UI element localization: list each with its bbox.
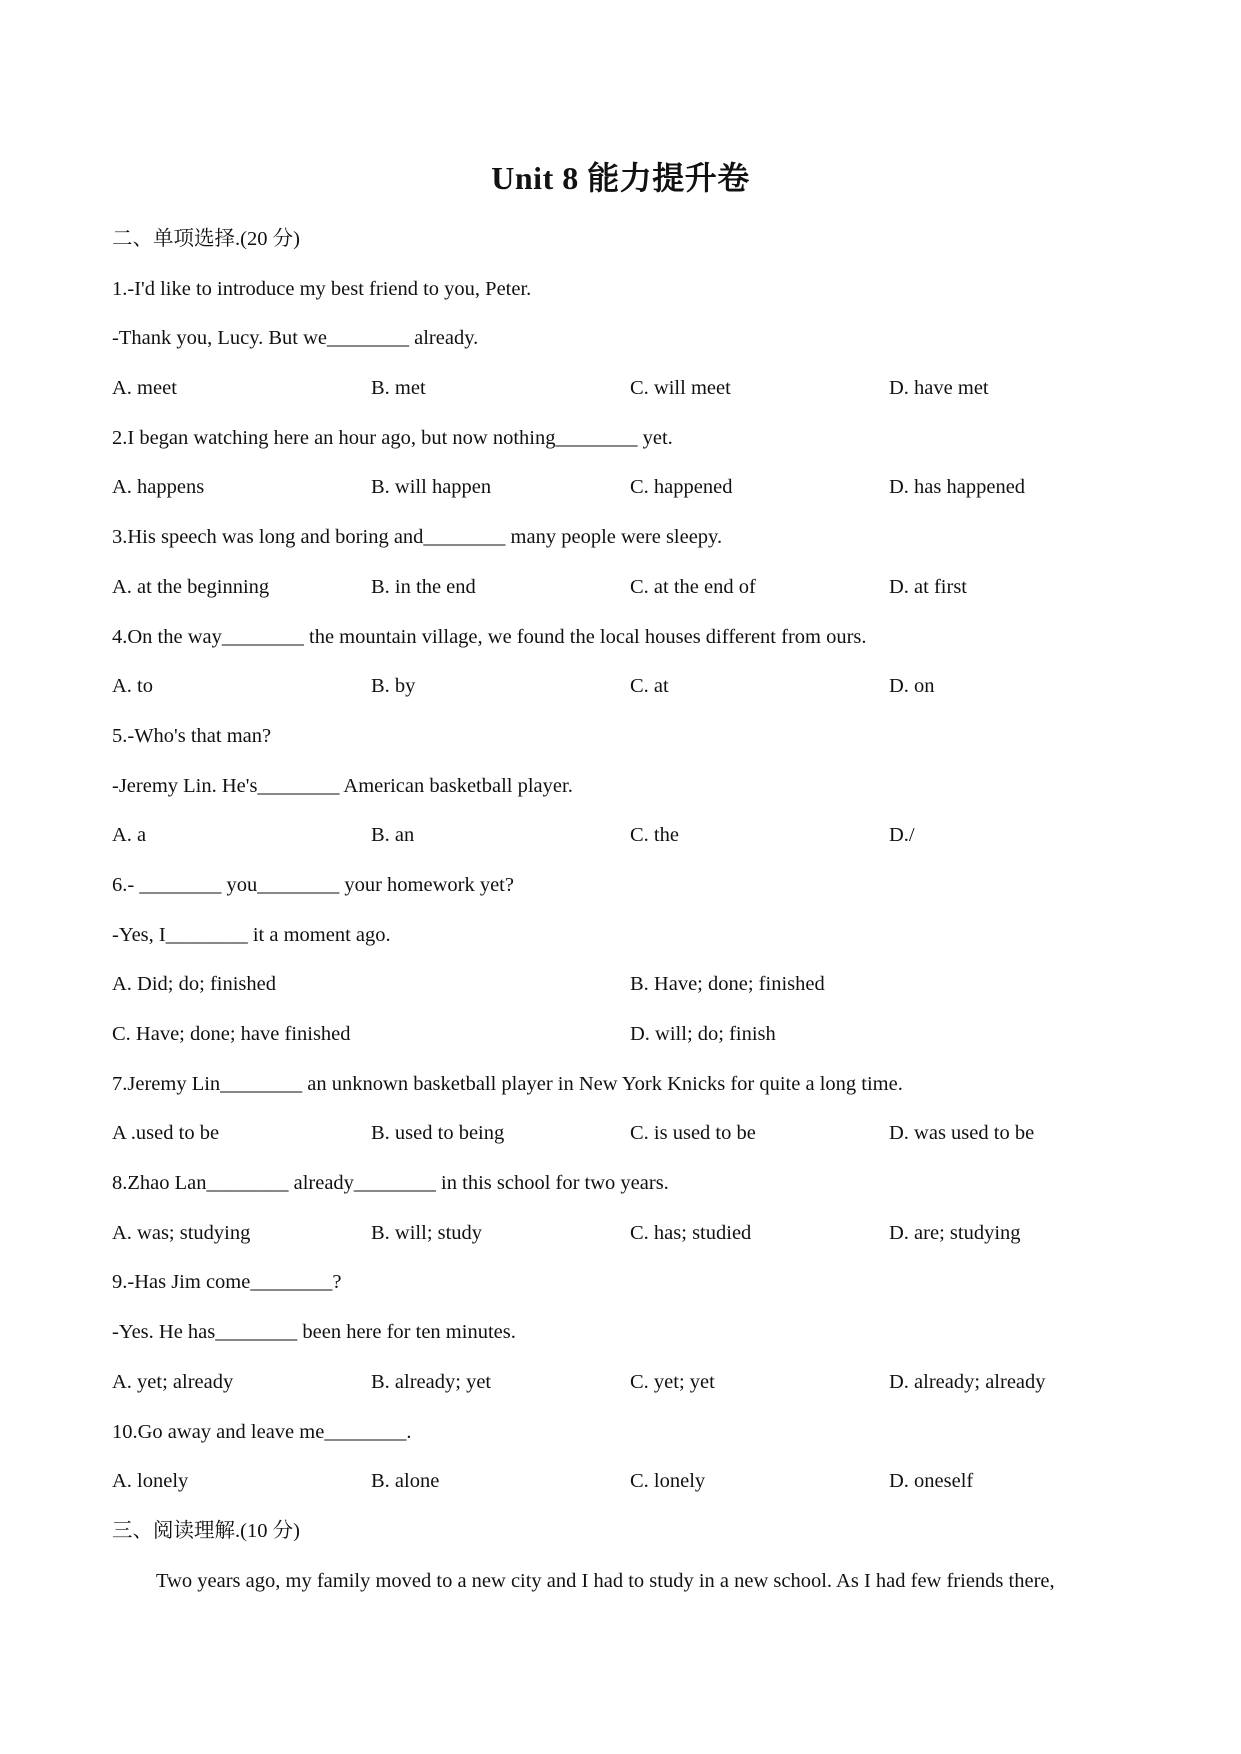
- option-d: D. has happened: [889, 476, 1026, 499]
- question-4: [112, 618, 1152, 717]
- option-c: C. lonely: [630, 1470, 706, 1493]
- option-d: D. are; studying: [889, 1221, 1021, 1244]
- options-row: [112, 1214, 1152, 1264]
- option-b: B. in the end: [371, 575, 476, 598]
- option-c: C. yet; yet: [630, 1370, 715, 1393]
- question-3: [112, 518, 1152, 617]
- question-stem: 7.Jeremy Lin________ an unknown basketball player in New York Knicks for quite a long time.: [112, 1072, 903, 1095]
- question-7: [112, 1065, 1152, 1164]
- question-10: [112, 1413, 1152, 1512]
- options-row: [112, 1114, 1152, 1164]
- option-b: B. by: [371, 675, 416, 698]
- question-stem: -Yes, I________ it a moment ago.: [112, 923, 391, 946]
- option-b: B. an: [371, 824, 415, 847]
- options-row: [112, 965, 1152, 1015]
- option-d: D. on: [889, 675, 935, 698]
- option-b: B. will happen: [371, 476, 492, 499]
- option-b: B. met: [371, 377, 426, 400]
- question-stem: 4.On the way________ the mountain village, we found the local houses different from ours.: [112, 625, 867, 648]
- page-title: Unit 8 能力提升卷: [491, 160, 750, 196]
- option-c: C. the: [630, 824, 679, 847]
- option-a: A. yet; already: [112, 1370, 234, 1393]
- option-a: A. lonely: [112, 1470, 189, 1493]
- option-a: A. Did; do; finished: [112, 973, 276, 996]
- options-row: [112, 816, 1152, 866]
- option-a: A .used to be: [112, 1122, 220, 1145]
- option-a: A. happens: [112, 476, 205, 499]
- question-stem: 2.I began watching here an hour ago, but now nothing________ yet.: [112, 426, 673, 449]
- question-8: [112, 1164, 1152, 1263]
- option-a: A. a: [112, 824, 147, 847]
- options-row: [112, 1363, 1152, 1413]
- question-1: [112, 270, 1152, 419]
- option-c: C. happened: [630, 476, 733, 499]
- option-b: B. Have; done; finished: [630, 973, 825, 996]
- options-row: [112, 1015, 1152, 1065]
- option-b: B. used to being: [371, 1122, 505, 1145]
- question-9: [112, 1263, 1152, 1412]
- option-c: C. will meet: [630, 377, 731, 400]
- option-d: D. already; already: [889, 1370, 1046, 1393]
- option-a: A. was; studying: [112, 1221, 251, 1244]
- option-b: B. already; yet: [371, 1370, 492, 1393]
- option-d: D. will; do; finish: [630, 1023, 776, 1045]
- option-c: C. has; studied: [630, 1221, 752, 1244]
- option-c: C. is used to be: [630, 1122, 756, 1145]
- option-c: C. at the end of: [630, 575, 756, 598]
- question-stem: -Thank you, Lucy. But we________ already.: [112, 327, 479, 350]
- question-2: [112, 419, 1152, 518]
- options-row: [112, 1462, 1152, 1512]
- option-d: D. oneself: [889, 1470, 974, 1493]
- section-heading-reading: 三、阅读理解.(10 分): [112, 1519, 300, 1542]
- option-c: C. Have; done; have finished: [112, 1023, 351, 1045]
- question-5: [112, 717, 1152, 866]
- option-d: D. have met: [889, 377, 989, 400]
- option-d: D. was used to be: [889, 1122, 1035, 1145]
- question-stem: 3.His speech was long and boring and________ many people were sleepy.: [112, 526, 723, 549]
- option-a: A. meet: [112, 377, 177, 400]
- options-row: [112, 369, 1152, 419]
- question-6: [112, 866, 1152, 1065]
- option-b: B. will; study: [371, 1221, 483, 1244]
- option-d: D. at first: [889, 575, 967, 598]
- question-stem: 6.- ________ you________ your homework yet?: [112, 873, 514, 896]
- question-stem: -Yes. He has________ been here for ten minutes.: [112, 1321, 516, 1344]
- option-b: B. alone: [371, 1470, 440, 1493]
- option-c: C. at: [630, 675, 669, 698]
- question-stem: 5.-Who's that man?: [112, 724, 272, 747]
- options-row: [112, 568, 1152, 618]
- reading-passage: Two years ago, my family moved to a new city and I had to study in a new school. As I had few friends there,: [156, 1569, 1055, 1592]
- option-a: A. at the beginning: [112, 575, 270, 598]
- content: [112, 220, 1152, 1611]
- section-heading-multiple-choice: 二、单项选择.(20 分): [112, 228, 300, 250]
- question-stem: -Jeremy Lin. He's________ American basketball player.: [112, 774, 573, 797]
- option-a: A. to: [112, 675, 153, 698]
- question-stem: 1.-I'd like to introduce my best friend to you, Peter.: [112, 277, 532, 300]
- options-row: [112, 667, 1152, 717]
- options-row: [112, 468, 1152, 518]
- option-d: D./: [889, 824, 915, 847]
- question-stem: 8.Zhao Lan________ already________ in this school for two years.: [112, 1172, 669, 1195]
- question-stem: 10.Go away and leave me________.: [112, 1420, 412, 1443]
- question-stem: 9.-Has Jim come________?: [112, 1271, 342, 1294]
